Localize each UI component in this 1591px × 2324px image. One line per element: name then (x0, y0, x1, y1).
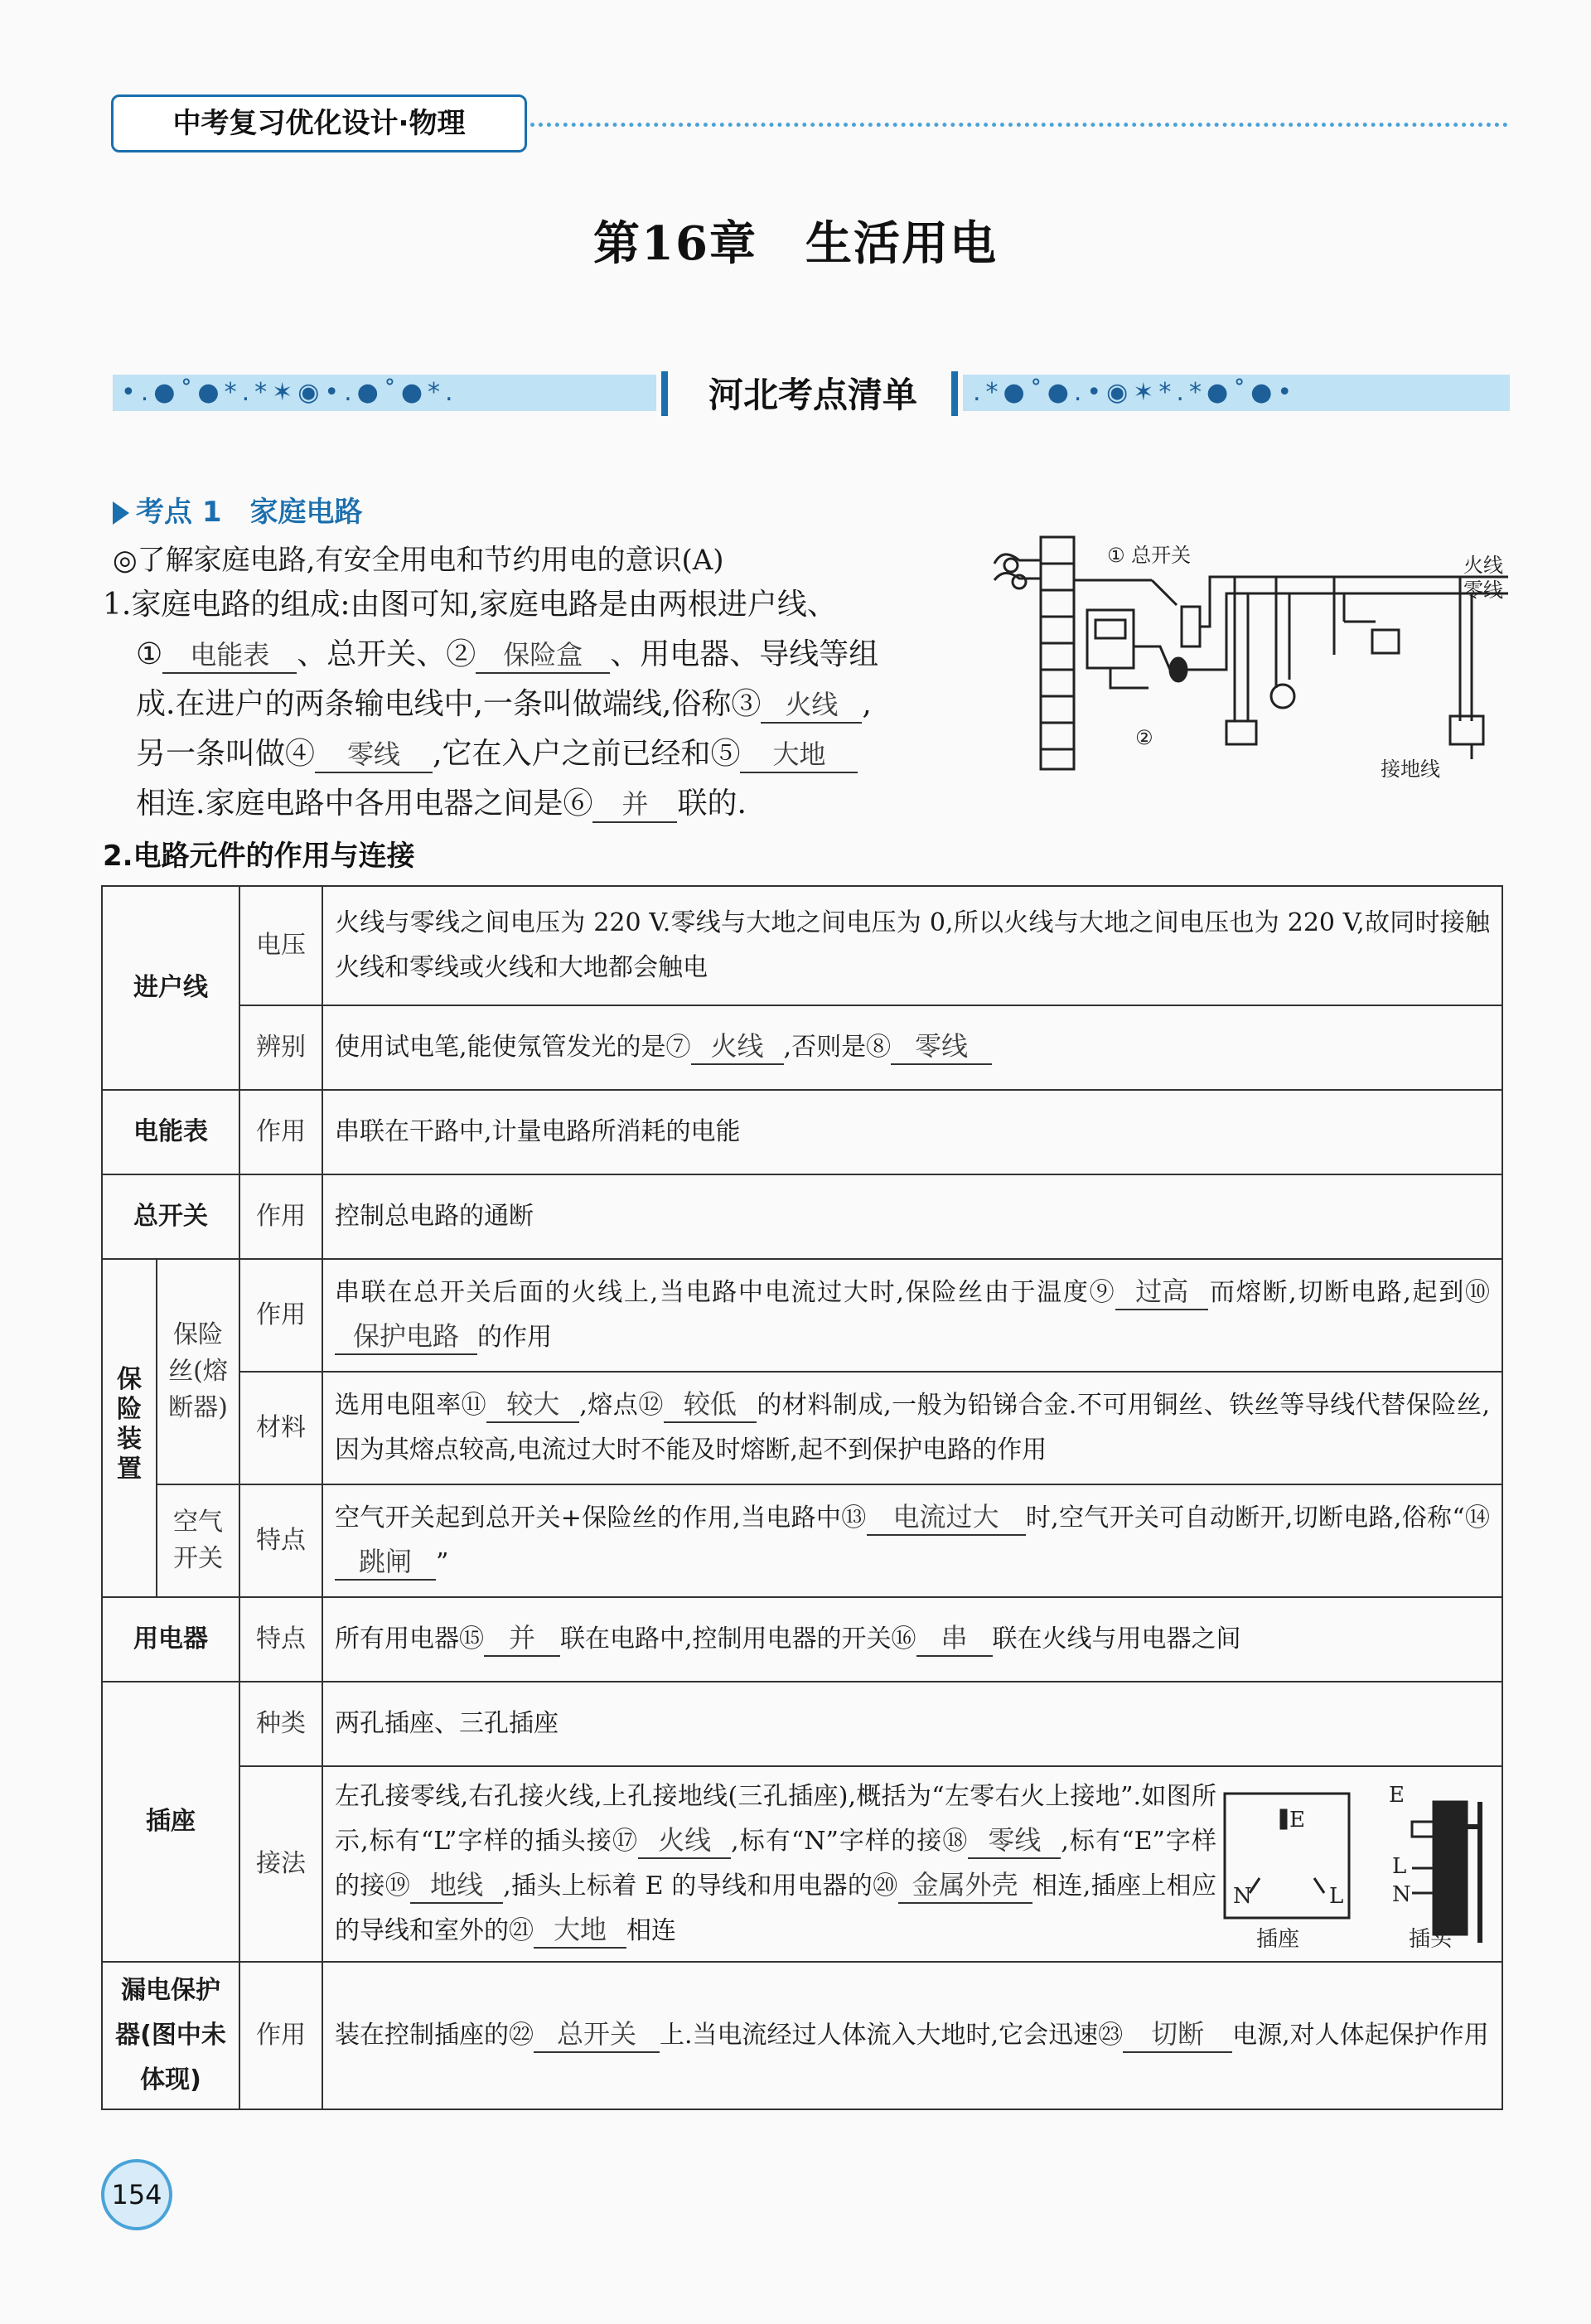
label-neutral-wire: 零线 (1463, 579, 1503, 602)
band-divider-left (661, 371, 668, 416)
kaodian-label: 考点 1 (136, 496, 222, 529)
socket-caption: 插座 (1256, 1927, 1300, 1951)
answer-17: 火线 (638, 1823, 731, 1859)
label-fuse: ② (1135, 726, 1153, 749)
answer-16: 串 (916, 1620, 993, 1657)
answer-14: 跳闸 (335, 1544, 436, 1581)
socket-L-label: L (1329, 1884, 1344, 1909)
answer-8: 零线 (891, 1029, 992, 1065)
table-row (102, 1005, 1502, 1090)
answer-2: 保险盒 (476, 637, 610, 674)
cell-air-switch: 空气开关 (157, 1484, 239, 1597)
answer-9: 过高 (1115, 1274, 1208, 1310)
answer-19: 地线 (410, 1867, 503, 1904)
cell-text (322, 1766, 1502, 1962)
wall (1041, 537, 1074, 769)
para-text: 联的. (677, 787, 747, 821)
cell-appliance: 用电器 (102, 1597, 239, 1682)
answer-11: 较大 (486, 1387, 579, 1423)
cell-label: 种类 (239, 1682, 322, 1766)
cell-text: 所有用电器⑮ 并 联在电路中,控制用电器的开关⑯ 串 联在火线与用电器之间 (322, 1597, 1502, 1682)
cell-label: 特点 (239, 1597, 322, 1682)
para-text: ① (136, 637, 163, 671)
answer-23: 切断 (1123, 2017, 1232, 2053)
main-switch (1182, 607, 1200, 646)
cell-label: 作用 (239, 1962, 322, 2109)
socket-E-label: E (1289, 1808, 1305, 1833)
plug-body (1434, 1802, 1467, 1934)
table-row (102, 1174, 1502, 1259)
answer-10: 保护电路 (335, 1319, 477, 1355)
socket-two-hole (1226, 721, 1256, 744)
cell-text: 空气开关起到总开关+保险丝的作用,当电路中⑬ 电流过大 时,空气开关可自动断开,切断电路,俗称“⑭跳闸 ” (322, 1484, 1502, 1597)
decorative-band-left: •.●˚●*.*✶◉•.●˚●*. (113, 375, 656, 411)
kaodian-name: 家庭电路 (249, 496, 363, 529)
answer-18: 零线 (968, 1823, 1061, 1859)
answer-15: 并 (484, 1620, 560, 1657)
table-row (102, 1090, 1502, 1174)
band-divider-right (951, 371, 958, 416)
triangle-marker-icon (113, 501, 129, 525)
cell-label: 作用 (239, 1259, 322, 1372)
cell-leakage-protector: 漏电保护器(图中未体现) (102, 1962, 239, 2109)
decorative-band-right: .*●˚●.•◉✶*.*●˚●• (963, 375, 1510, 411)
answer-3: 火线 (761, 687, 862, 724)
cell-text: 控制总电路的通断 (322, 1174, 1502, 1259)
cell-meter: 电能表 (102, 1090, 239, 1174)
socket-plug-diagram (1216, 1777, 1490, 1951)
composition-paragraph (103, 580, 974, 829)
cell-label: 材料 (239, 1372, 322, 1484)
answer-7: 火线 (691, 1029, 784, 1065)
label-main-switch: ① 总开关 (1107, 544, 1192, 567)
label-ground-wire: 接地线 (1381, 758, 1440, 779)
requirement-line: ◎了解家庭电路,有安全用电和节约用电的意识(A) (113, 544, 724, 577)
answer-6: 并 (592, 787, 677, 823)
table-row (102, 1484, 1502, 1597)
para-text: , (862, 687, 872, 721)
plug-L-label: L (1392, 1854, 1407, 1879)
subheading-components: 2.电路元件的作用与连接 (103, 840, 415, 873)
cell-label: 辨别 (239, 1005, 322, 1090)
cell-text: 两孔插座、三孔插座 (322, 1682, 1502, 1766)
header-dotted-line (530, 123, 1508, 127)
cell-text: 选用电阻率⑪ 较大 ,熔点⑫ 较低 的材料制成,一般为铅锑合金.不可用铜丝、铁丝等导线代替保险丝,因为其熔点较高,电流过大时不能及时熔断,起不到保护电路的作用 (322, 1372, 1502, 1484)
cell-socket: 插座 (102, 1682, 239, 1962)
cell-label: 作用 (239, 1090, 322, 1174)
answer-5: 大地 (740, 737, 858, 773)
cell-label: 接法 (239, 1766, 322, 1962)
table-row (102, 1766, 1502, 1962)
socket-three-hole (1450, 716, 1483, 744)
answer-21: 大地 (534, 1912, 626, 1949)
answer-22: 总开关 (534, 2017, 660, 2053)
para-text: 相连.家庭电路中各用电器之间是⑥ (136, 787, 593, 821)
socket-wiring-text: 左孔接零线,右孔接火线,上孔接地线(三孔插座),概括为“左零右火上接地”.如图所示,标有“L”字样的插头接⑰ 火线 ,标有“N”字样的接⑱ 零线 ,标有“E”字样的接⑲ 地线 ,插头上标着 E 的导线和用电器的⑳ 金属外壳 相连,插座上相应的导线和室外的㉑ 大地 相连 (335, 1774, 1216, 1954)
table-row (102, 886, 1502, 1005)
table-row (102, 1259, 1502, 1372)
cell-protection: 保险装置 (102, 1259, 157, 1597)
answer-13: 电流过大 (867, 1499, 1026, 1536)
answer-4: 零线 (315, 737, 433, 773)
para-text: 、用电器、导线等组 (610, 637, 879, 671)
cell-label: 特点 (239, 1484, 322, 1597)
plug-N-label: N (1392, 1882, 1411, 1907)
cell-label: 电压 (239, 886, 322, 1005)
book-title-tag: 中考复习优化设计·物理 (111, 94, 527, 153)
lamp (1271, 685, 1294, 708)
table-row (102, 1962, 1502, 2109)
page-number: 154 (101, 2159, 172, 2230)
table-row (102, 1597, 1502, 1682)
cell-fuse: 保险丝(熔断器) (157, 1259, 239, 1484)
plug-E-label: E (1389, 1783, 1405, 1808)
label-live-wire: 火线 (1463, 554, 1503, 577)
cell-text: 串联在干路中,计量电路所消耗的电能 (322, 1090, 1502, 1174)
para-line-1: 1.家庭电路的组成:由图可知,家庭电路是由两根进户线、 (103, 588, 837, 622)
table-row (102, 1682, 1502, 1766)
cell-entry-line: 进户线 (102, 886, 239, 1090)
answer-12: 较低 (664, 1387, 757, 1423)
answer-20: 金属外壳 (898, 1867, 1032, 1904)
cell-text: 装在控制插座的㉒ 总开关 上.当电流经过人体流入大地时,它会迅速㉓ 切断 电源,对人体起保护作用 (322, 1962, 1502, 2109)
components-table (101, 885, 1503, 2109)
plug-caption: 插头 (1409, 1927, 1453, 1951)
para-text: 另一条叫做④ (136, 737, 316, 771)
wall-switch (1372, 630, 1399, 653)
answer-1: 电能表 (162, 637, 297, 674)
section-title: 河北考点清单 (708, 375, 917, 415)
cell-text: 使用试电笔,能使氖管发光的是⑦ 火线 ,否则是⑧ 零线 (322, 1005, 1502, 1090)
para-text: 、总开关、② (297, 637, 476, 671)
cell-main-switch: 总开关 (102, 1174, 239, 1259)
cell-label: 作用 (239, 1174, 322, 1259)
cell-text: 火线与零线之间电压为 220 V.零线与大地之间电压为 0,所以火线与大地之间电压也为 220 V,故同时接触火线和零线或火线和大地都会触电 (322, 886, 1502, 1005)
para-text: 成.在进户的两条输电线中,一条叫做端线,俗称③ (136, 687, 762, 721)
fuse-box (1170, 658, 1187, 681)
table-row (102, 1372, 1502, 1484)
socket-N-label: N (1233, 1884, 1252, 1909)
chapter-title: 第16章 生活用电 (593, 216, 998, 271)
cell-text: 串联在总开关后面的火线上,当电路中电流过大时,保险丝由于温度⑨ 过高 而熔断,切断电路,起到⑩保护电路 的作用 (322, 1259, 1502, 1372)
para-text: ,它在入户之前已经和⑤ (433, 737, 741, 771)
household-circuit-diagram (986, 530, 1508, 779)
kaodian-heading (113, 489, 363, 530)
